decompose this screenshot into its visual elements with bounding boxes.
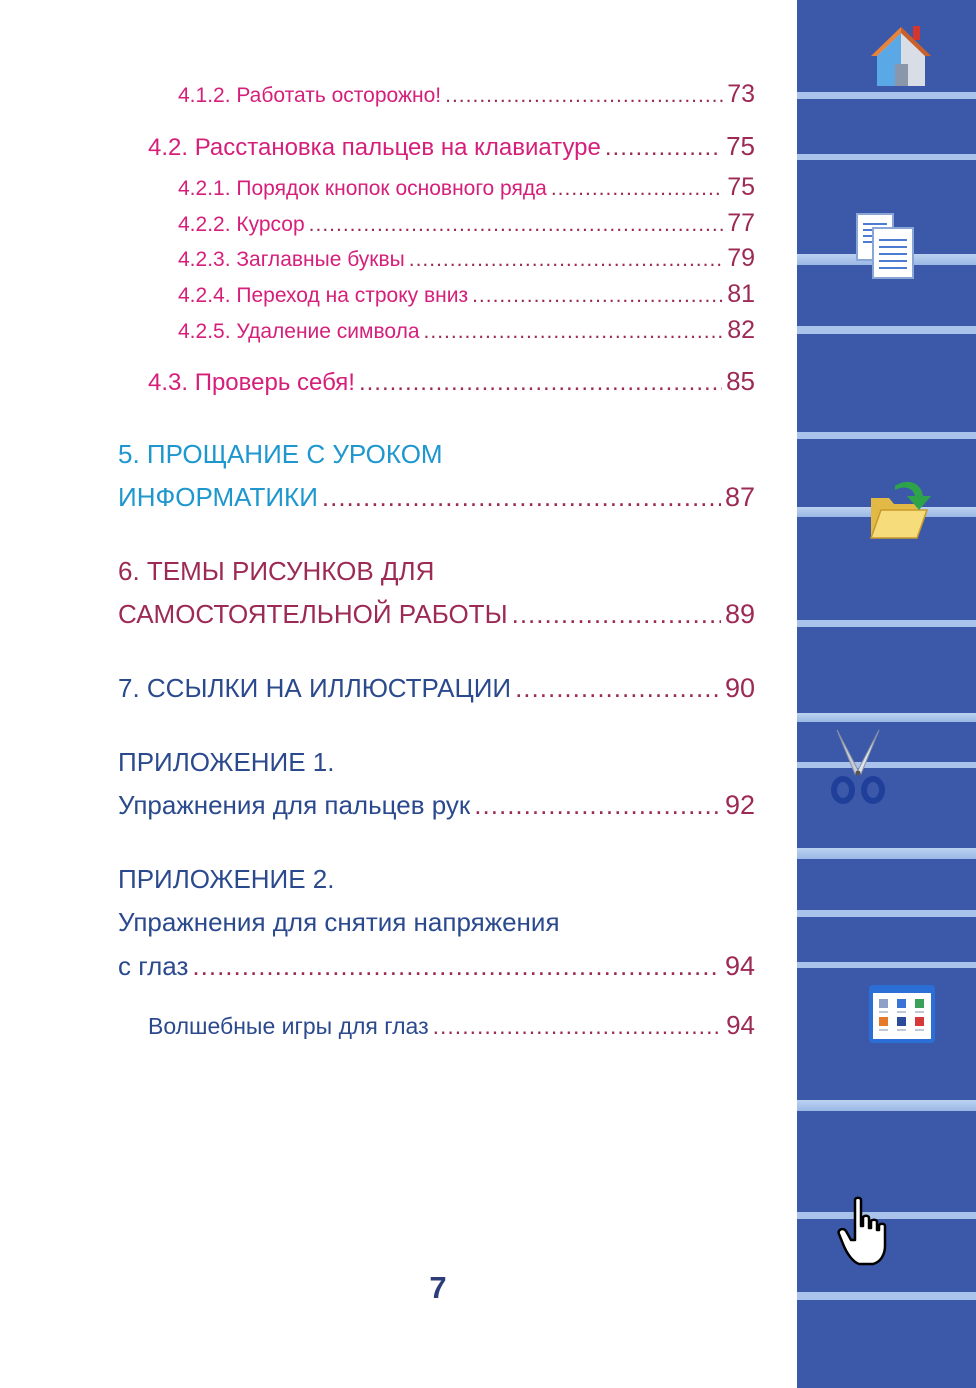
leader-dots [322,482,721,513]
toc-entry-page: 89 [724,599,755,629]
toc-entry-label: 4.2.2. Курсор [178,213,305,236]
toc-entry-4-2-2[interactable] [178,209,755,238]
toc-appendix-2[interactable] [118,951,755,982]
toc-chapter-6-title-line1[interactable]: 6. ТЕМЫ РИСУНКОВ ДЛЯ [118,556,435,586]
toc-entry-label: САМОСТОЯТЕЛЬНОЙ РАБОТЫ [118,599,508,629]
toc-entry-page: 82 [727,316,755,344]
toc-entry-4-2-1[interactable] [178,173,755,202]
documents-icon[interactable] [853,210,919,282]
toc-entry-page: 79 [727,244,755,272]
toc-entry-page: 73 [727,80,755,108]
toc-chapter-6[interactable] [118,599,755,630]
toc-entry-page: 75 [727,173,755,201]
toc-entry-label: 4.2.4. Переход на строку вниз [178,284,469,307]
toc-entry-4-2-5[interactable] [178,316,755,345]
toc-entry-label: ИНФОРМАТИКИ [118,482,318,512]
leader-dots [192,951,721,982]
leader-dots [512,599,721,630]
toc-entry-label: Волшебные игры для глаз [148,1013,429,1039]
toc-entry-page: 85 [726,366,755,396]
toc-entry-label: 4.3. Проверь себя! [148,369,355,396]
toc-appendix-2-sub[interactable] [148,1010,755,1041]
toc-chapter-5-title-line1[interactable]: 5. ПРОЩАНИЕ С УРОКОМ [118,439,443,469]
toc-entry-page: 75 [726,131,755,161]
leader-dots [445,84,723,108]
toc-entry-page: 81 [727,280,755,308]
decorative-sidebar [797,0,976,1388]
scissors-icon[interactable] [829,726,887,806]
toc-entry-4-2-3[interactable] [178,244,755,273]
toc-entry-label: Упражнения для пальцев рук [118,790,471,820]
toc-entry-page: 90 [724,673,755,703]
toc-entry-label: 4.2.3. Заглавные буквы [178,248,405,271]
toc-entry-page: 92 [724,790,755,820]
toc-entry-4-3[interactable] [148,366,755,397]
toc-entry-label: 7. ССЫЛКИ НА ИЛЛЮСТРАЦИИ [118,673,512,703]
toc-chapter-7[interactable] [118,673,755,704]
leader-dots [472,284,723,308]
toc-entry-4-2[interactable] [148,131,755,162]
leader-dots [424,320,724,344]
toc-entry-page: 94 [726,1010,755,1040]
toc-entry-page: 77 [727,209,755,237]
toc-appendix-1-heading[interactable]: ПРИЛОЖЕНИЕ 1. [118,747,335,777]
toc-appendix-2-title-line[interactable]: Упражнения для снятия напряжения [118,907,560,937]
hand-cursor-icon[interactable] [837,1196,897,1268]
leader-dots [515,673,721,704]
toc-entry-label: 4.1.2. Работать осторожно! [178,84,442,107]
toc-entry-4-1-2[interactable] [178,80,755,109]
toc-chapter-5[interactable] [118,482,755,513]
leader-dots [433,1013,722,1040]
toc-entry-4-2-4[interactable] [178,280,755,309]
leader-dots [474,790,721,821]
toc-entry-label: 4.2.1. Порядок кнопок основного ряда [178,177,547,200]
leader-dots [605,134,722,162]
toc-appendix-1[interactable] [118,790,755,821]
leader-dots [409,248,723,272]
toc-entry-label: 4.2. Расстановка пальцев на клавиатуре [148,134,601,161]
toc-entry-label: с глаз [118,951,189,981]
toc-entry-label: 4.2.5. Удаление символа [178,320,420,343]
toc-entry-page: 94 [724,951,755,981]
leader-dots [309,213,724,237]
leader-dots [359,369,722,397]
page-number: 7 [429,1270,447,1305]
home-icon[interactable] [865,22,937,92]
toc-appendix-2-heading[interactable]: ПРИЛОЖЕНИЕ 2. [118,864,335,894]
leader-dots [551,177,723,201]
folder-open-icon[interactable] [867,476,935,546]
toc-entry-page: 87 [724,482,755,512]
palette-window-icon[interactable] [867,983,937,1045]
